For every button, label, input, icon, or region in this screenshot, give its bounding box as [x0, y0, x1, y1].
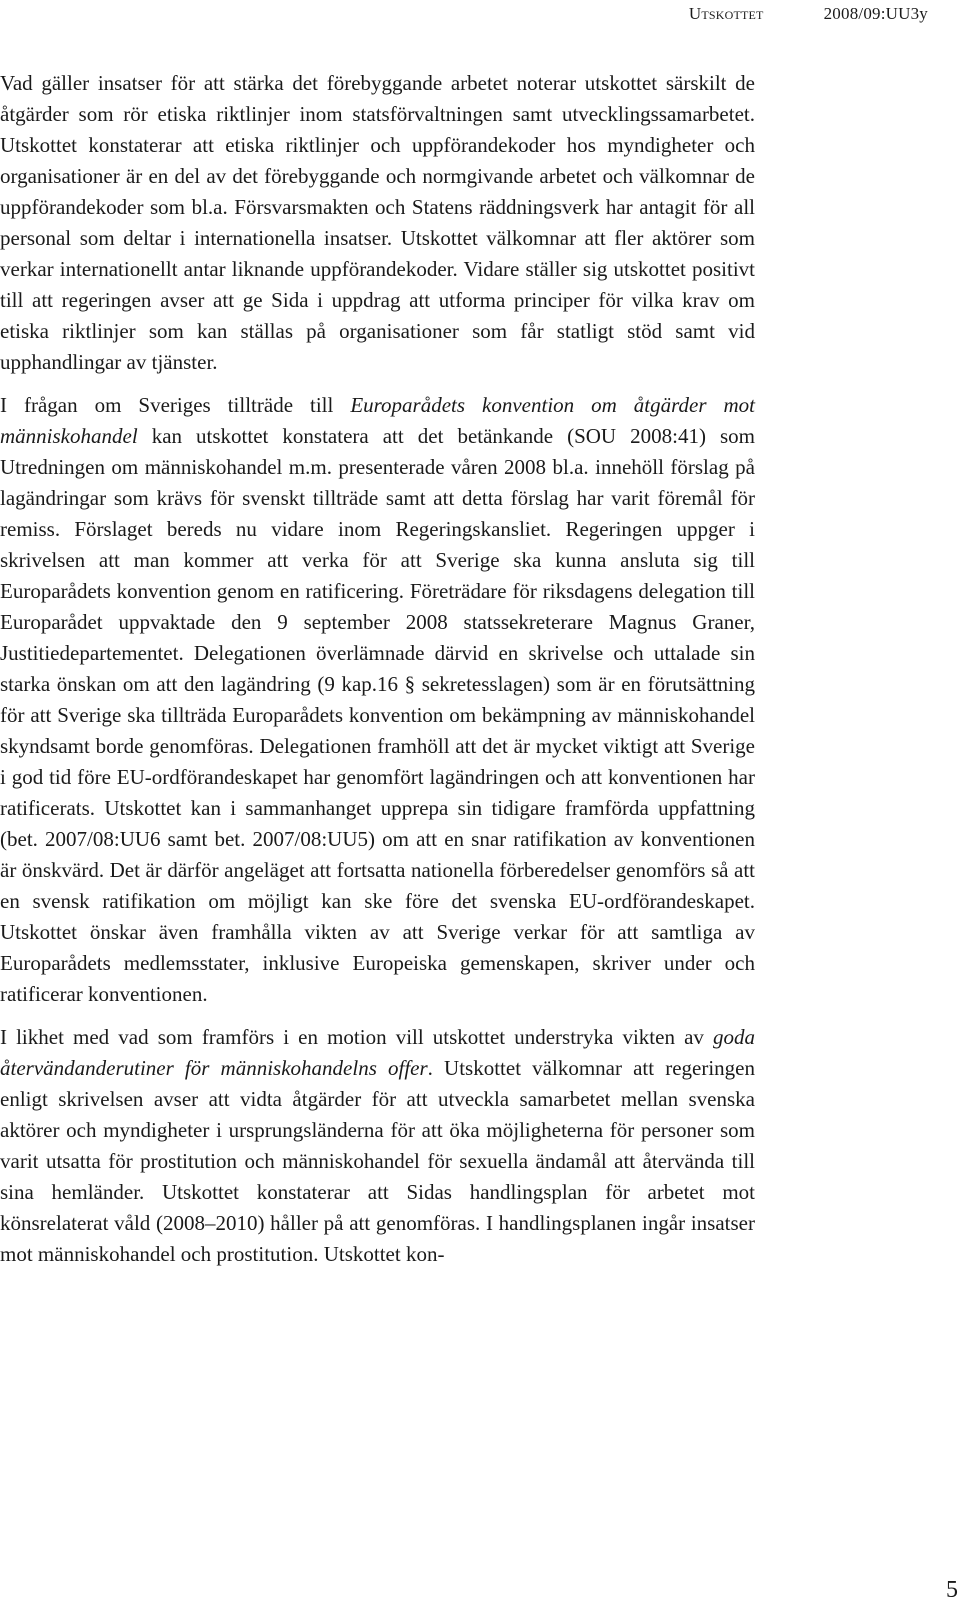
italic-phrase: Europarådets konvention om åtgärder mot människohandel: [0, 393, 755, 448]
paragraph-convention: [0, 390, 755, 1010]
paragraph-return-routines: [0, 1022, 755, 1270]
paragraph-text: Vad gäller insatser för att stärka det förebyggande arbetet noterar utskottet särskilt de åtgärder som rör etiska riktlinjer inom statsförvaltningen samt utvecklingssamarbetet. Utskottet konstaterar att etiska riktlinjer och uppförandekoder hos myndigheter och organisationer är en del av det förebyggande och normgivande arbetet och välkomnar de uppförandekoder som bl.a. Försvarsmakten och Statens räddningsverk har antagit för all personal som deltar i internationella insatser. Utskottet välkomnar att fler aktörer som verkar internationellt antar liknande uppförandekoder. Vidare ställer sig utskottet positivt till att regeringen avser att ge Sida i uppdrag att utforma principer för vilka krav om etiska riktlinjer som kan ställas på organisationer som får statligt stöd samt vid upphandlingar av tjänster.: [0, 71, 755, 374]
page-header: [689, 4, 928, 24]
paragraph-rest: . Utskottet välkomnar att regeringen enligt skrivelsen avser att vidta åtgärder för att utveckla samarbetet mellan svenska aktörer och myndigheter i ursprungsländerna för att öka möjligheterna för personer som varit utsatta för prostitution och människohandel för sexuella ändamål att återvända till sina hemländer. Utskottet konstaterar att Sidas handlingsplan för arbetet mot könsrelaterat våld (2008–2010) håller på att genomföras. I handlingsplanen ingår insatser mot människohandel och prostitution. Utskottet kon-: [0, 1056, 755, 1266]
paragraph-lead: I likhet med vad som framförs i en motion vill utskottet understryka vikten av: [0, 1025, 713, 1049]
italic-phrase: goda återvändanderutiner för människohandelns offer: [0, 1025, 755, 1080]
paragraph-lead: I frågan om Sveriges tillträde till: [0, 393, 351, 417]
header-report-id: 2008/09:UU3y: [823, 4, 928, 23]
page-number: 5: [946, 1577, 958, 1603]
paragraph-rest: kan utskottet konstatera att det betänkande (SOU 2008:41) som Utredningen om människohandel m.m. presenterade våren 2008 bl.a. innehöll förslag på lagändringar som krävs för svenskt tillträde samt att detta förslag har varit föremål för remiss. Förslaget bereds nu vidare inom Regeringskansliet. Regeringen uppger i skrivelsen att man kommer att verka för att Sverige ska kunna ansluta sig till Europarådets konvention genom en ratificering. Företrädare för riksdagens delegation till Europarådet uppvaktade den 9 september 2008 statssekreterare Magnus Graner, Justitiedepartementet. Delegationen överlämnade därvid en skrivelse och uttalade sin starka önskan om att den lagändring (9 kap.16 § sekretesslagen) som är en förutsättning för att Sverige ska tillträda Europarådets konvention om bekämpning av människohandel skyndsamt borde genomföras. Delegationen framhöll att det är mycket viktigt att Sverige i god tid före EU-ordförandeskapet har genomfört lagändringen och att konventionen har ratificerats. Utskottet kan i sammanhanget upprepa sin tidigare framförda uppfattning (bet. 2007/08:UU6 samt bet. 2007/08:UU5) om att en snar ratifikation av konventionen är önskvärd. Det är därför angeläget att fortsatta nationella förberedelser genomförs så att en svensk ratifikation om möjligt kan ske före det svenska EU-ordförandeskapet. Utskottet önskar även framhålla vikten av att Sverige verkar för att samtliga av Europarådets medlemsstater, inklusive Europeiska gemenskapen, skriver under och ratificerar konventionen.: [0, 424, 755, 1006]
document-body: [0, 68, 755, 1282]
header-committee: Utskottet: [688, 4, 764, 23]
paragraph-prevention: [0, 68, 755, 378]
